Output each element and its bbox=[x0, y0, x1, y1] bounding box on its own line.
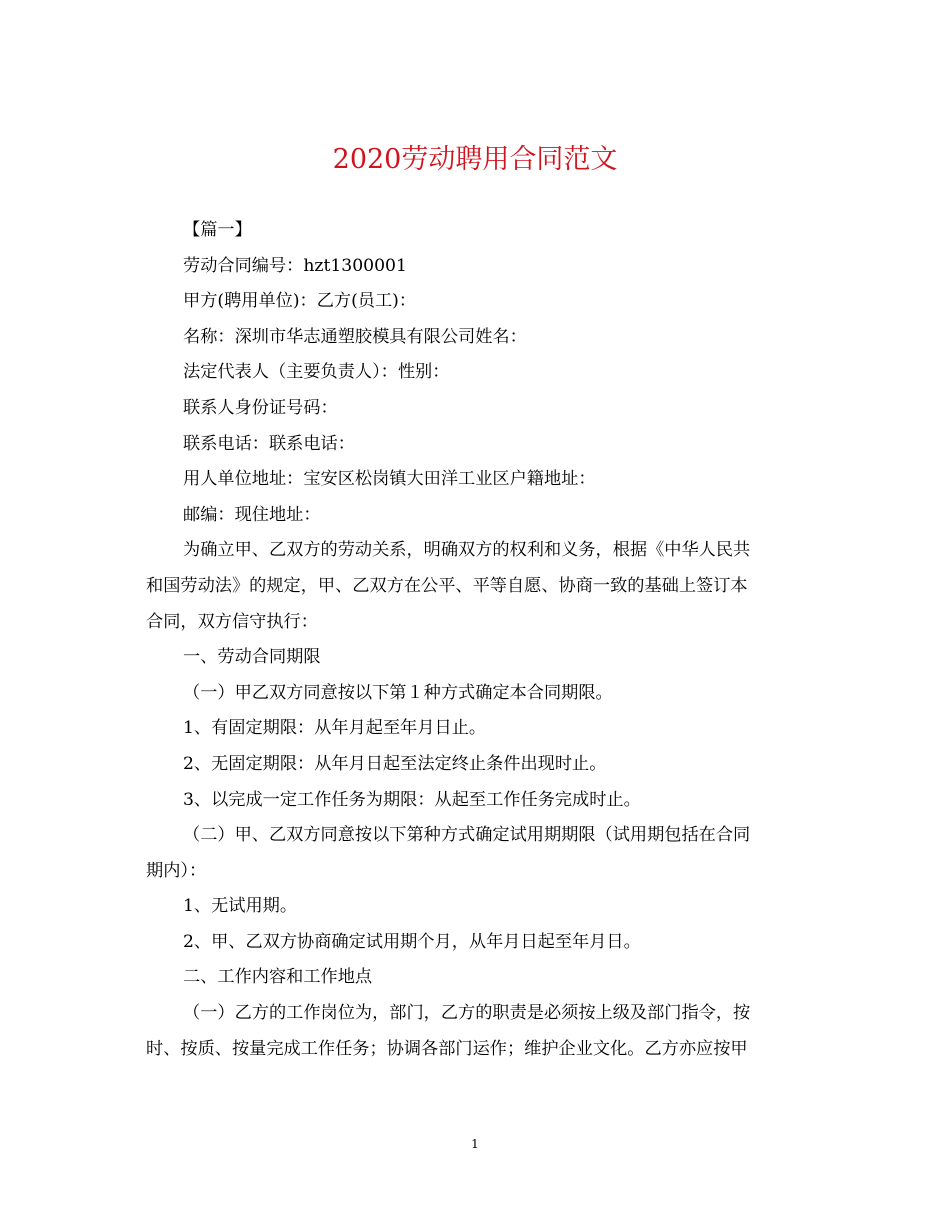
contract-number-line: 劳动合同编号：hzt1300001 bbox=[183, 255, 407, 276]
clause-line: 期内）： bbox=[146, 860, 207, 881]
clause-line: （二）甲、乙双方同意按以下第种方式确定试用期期限（试用期包括在合同 bbox=[183, 825, 751, 846]
clause-line: （一）甲乙双方同意按以下第１种方式确定本合同期限。 bbox=[183, 682, 613, 703]
legal-representative-line: 法定代表人（主要负责人）：性别： bbox=[183, 362, 450, 383]
clause-line: 2、甲、乙双方协商确定试用期个月，从年月日起至年月日。 bbox=[183, 931, 641, 952]
document-body bbox=[146, 213, 806, 1067]
section-heading: 【篇一】 bbox=[183, 220, 252, 240]
paragraph-line: 和国劳动法》的规定，甲、乙双方在公平、平等自愿、协商一致的基础上签订本 bbox=[146, 575, 748, 596]
page-number: 1 bbox=[471, 1137, 479, 1151]
clause-line: 3、以完成一定工作任务为期限：从起至工作任务完成时止。 bbox=[183, 789, 641, 810]
paragraph-line: 合同，双方信守执行： bbox=[146, 611, 318, 632]
clause-line: 2、无固定期限：从年月日起至法定终止条件出现时止。 bbox=[183, 753, 607, 774]
parties-line: 甲方(聘用单位)：乙方(员工)： bbox=[183, 291, 417, 312]
clause-line: 1、无试用期。 bbox=[183, 896, 298, 917]
document-title: 2020劳动聘用合同范文 bbox=[332, 144, 618, 175]
company-name-line: 名称：深圳市华志通塑胶模具有限公司姓名： bbox=[183, 326, 527, 347]
contact-phone-line: 联系电话：联系电话： bbox=[183, 433, 355, 454]
address-line: 用人单位地址：宝安区松岗镇大田洋工业区户籍地址： bbox=[183, 469, 596, 490]
clause-line: 1、有固定期限：从年月起至年月日止。 bbox=[183, 718, 487, 739]
clause-line: 时、按质、按量完成工作任务；协调各部门运作；维护企业文化。乙方亦应按甲 bbox=[146, 1038, 748, 1059]
clause-heading: 一、劳动合同期限 bbox=[183, 647, 321, 668]
contact-id-line: 联系人身份证号码： bbox=[183, 397, 338, 418]
clause-line: （一）乙方的工作岗位为，部门，乙方的职责是必须按上级及部门指令，按 bbox=[183, 1003, 751, 1024]
clause-heading: 二、工作内容和工作地点 bbox=[183, 967, 373, 988]
postcode-line: 邮编：现住地址： bbox=[183, 504, 321, 525]
paragraph-line: 为确立甲、乙双方的劳动关系，明确双方的权利和义务，根据《中华人民共 bbox=[183, 540, 751, 561]
